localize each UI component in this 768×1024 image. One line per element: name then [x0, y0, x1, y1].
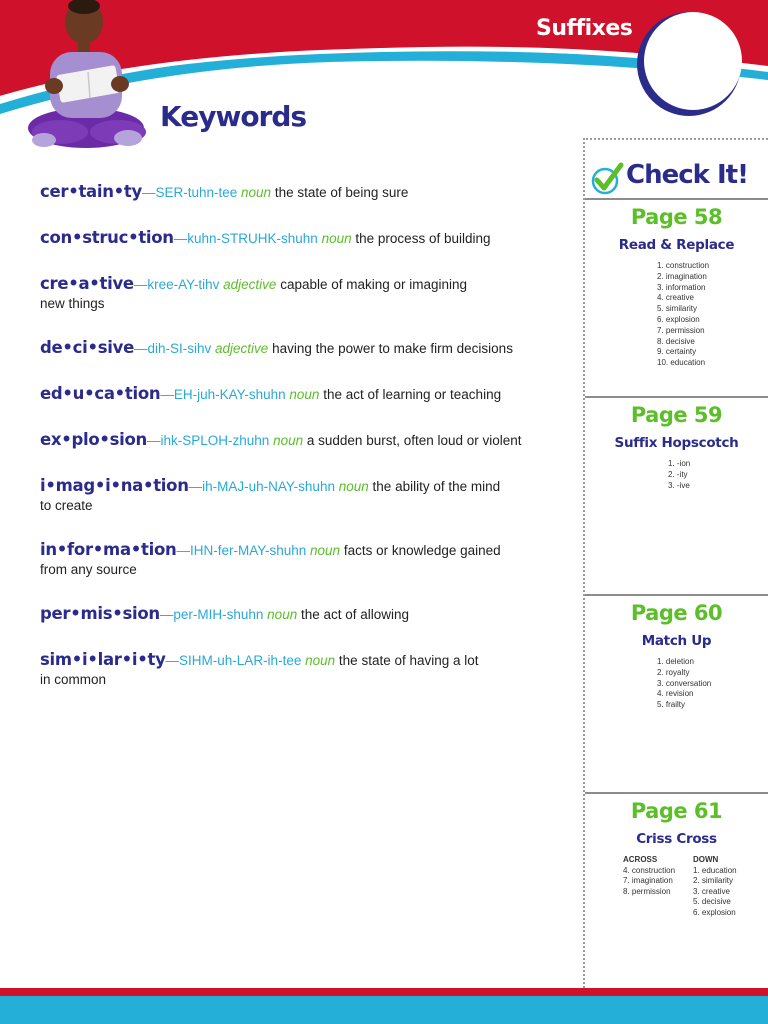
answer-item: 3. information — [657, 282, 706, 292]
answer-item: 5. decisive — [693, 897, 731, 907]
answer-page-number: Page 61 — [630, 799, 723, 823]
answer-item: 8. decisive — [657, 336, 695, 346]
answer-item: 3. -ive — [668, 480, 690, 490]
answer-item: 1. -ion — [668, 459, 691, 468]
answer-page-number: Page 58 — [630, 205, 723, 229]
down-heading: DOWN — [693, 855, 719, 864]
keyword-word: con•struc•tion — [40, 228, 174, 247]
keyword-word: sim•i•lar•i•ty — [40, 650, 166, 669]
answer-item: 3. creative — [693, 886, 730, 896]
keyword-part-of-speech: noun — [321, 231, 352, 246]
answer-item: 6. explosion — [693, 907, 736, 917]
answer-page-number: Page 59 — [630, 403, 723, 427]
answer-list — [585, 459, 768, 491]
keyword-entry: ex•plo•sion—ihk-SPLOH-zhuhn noun a sudden burst, often loud or violent — [40, 430, 522, 449]
keyword-definition-cont: new things — [40, 296, 105, 311]
keyword-definition: the act of allowing — [300, 607, 410, 622]
answer-item: 2. imagination — [657, 271, 707, 281]
keyword-entry: cre•a•tive—kree-AY-tihv adjective capable of making or imagining new things — [40, 274, 468, 311]
answer-item: 7. imagination — [623, 876, 673, 886]
answer-item: 7. permission — [657, 325, 705, 335]
keyword-definition: a sudden burst, often loud or violent — [306, 433, 522, 448]
answer-item: 1. construction — [657, 261, 710, 270]
keyword-entry: sim•i•lar•i•ty—SIHM-uh-LAR-ih-tee noun the state of having a lot in common — [40, 650, 479, 687]
answer-item: 2. royalty — [657, 667, 690, 677]
answer-section-page-58 — [585, 198, 768, 396]
keyword-word: i•mag•i•na•tion — [40, 476, 189, 495]
keyword-pronunciation: kuhn-STRUHK-shuhn — [187, 231, 318, 246]
answer-item: 6. explosion — [657, 314, 700, 324]
keyword-word: cre•a•tive — [40, 274, 134, 293]
answer-item: 4. creative — [657, 293, 694, 303]
answer-activity-title: Match Up — [641, 633, 712, 649]
answer-section-page-59 — [585, 396, 768, 594]
section-title: Suffixes — [536, 16, 633, 41]
keyword-entry: cer•tain•ty—SER-tuhn-tee noun the state of being sure — [40, 182, 409, 201]
keywords-title: Keywords — [160, 100, 307, 133]
keyword-part-of-speech: adjective — [215, 341, 269, 356]
answer-activity-title: Read & Replace — [618, 237, 735, 253]
footer-red-band — [0, 988, 768, 996]
answer-item: 1. deletion — [657, 657, 694, 666]
keyword-word: per•mis•sion — [40, 604, 160, 623]
answer-item: 4. revision — [657, 689, 694, 699]
keyword-word: in•for•ma•tion — [40, 540, 177, 559]
keyword-pronunciation: ihk-SPLOH-zhuhn — [160, 433, 270, 448]
keyword-entry: de•ci•sive—dih-SI-sihv adjective having the power to make firm decisions — [40, 338, 513, 357]
keyword-pronunciation: SER-tuhn-tee — [155, 185, 238, 200]
keyword-pronunciation: kree-AY-tihv — [147, 277, 220, 292]
keyword-part-of-speech: noun — [267, 607, 298, 622]
answer-list — [585, 261, 768, 369]
keyword-pronunciation: EH-juh-KAY-shuhn — [173, 387, 286, 402]
keyword-entry: ed•u•ca•tion—EH-juh-KAY-shuhn noun the act of learning or teaching — [40, 384, 502, 403]
across-column — [623, 855, 693, 919]
answer-page-number: Page 60 — [630, 601, 723, 625]
answer-item: 8. permission — [623, 886, 671, 896]
down-column — [693, 855, 763, 919]
answer-list — [585, 657, 768, 711]
answer-activity-title: Suffix Hopscotch — [614, 435, 739, 451]
keyword-entry: in•for•ma•tion—IHN-fer-MAY-shuhn noun facts or knowledge gained from any source — [40, 540, 501, 577]
keyword-definition: the act of learning or teaching — [323, 387, 502, 402]
keyword-word: cer•tain•ty — [40, 182, 142, 201]
check-it-heading — [590, 160, 768, 196]
answer-activity-title: Criss Cross — [636, 831, 717, 847]
keyword-part-of-speech: noun — [289, 387, 320, 402]
keyword-definition-cont: from any source — [40, 562, 137, 577]
keyword-part-of-speech: noun — [310, 543, 341, 558]
keyword-part-of-speech: noun — [305, 653, 336, 668]
keyword-part-of-speech: adjective — [223, 277, 277, 292]
keyword-definition-cont: in common — [40, 672, 107, 687]
answer-section-page-61 — [585, 792, 768, 988]
keyword-pronunciation: per-MIH-shuhn — [173, 607, 264, 622]
keyword-entry: i•mag•i•na•tion—ih-MAJ-uh-NAY-shuhn noun the ability of the mind to create — [40, 476, 501, 513]
answer-section-page-60 — [585, 594, 768, 792]
header-circle — [644, 12, 742, 110]
keyword-entry: con•struc•tion—kuhn-STRUHK-shuhn noun the process of building — [40, 228, 491, 247]
crossword-answers — [585, 855, 768, 919]
keyword-word: ex•plo•sion — [40, 430, 147, 449]
sidebar-top-border — [583, 138, 768, 140]
answer-item: 5. similarity — [657, 304, 698, 314]
answer-item: 9. certainty — [657, 347, 697, 357]
keyword-definition: the state of having a lot — [338, 653, 479, 668]
keyword-pronunciation: SIHM-uh-LAR-ih-tee — [179, 653, 302, 668]
keyword-definition: facts or knowledge gained — [343, 543, 501, 558]
answer-item: 1. education — [693, 865, 737, 875]
keyword-entry: per•mis•sion—per-MIH-shuhn noun the act of allowing — [40, 604, 410, 623]
header-banner — [0, 0, 768, 160]
answer-item: 10. education — [657, 358, 706, 368]
answer-item: 3. conversation — [657, 678, 712, 688]
footer-blue-band — [0, 996, 768, 1024]
check-it-title: Check It! — [626, 160, 748, 190]
keyword-definition: the ability of the mind — [372, 479, 501, 494]
keyword-definition-cont: to create — [40, 498, 93, 513]
keyword-definition: having the power to make firm decisions — [272, 341, 513, 356]
keyword-definition: capable of making or imagining — [280, 277, 468, 292]
keyword-part-of-speech: noun — [273, 433, 304, 448]
answer-item: 2. similarity — [693, 876, 734, 886]
answer-item: 2. -ity — [668, 469, 688, 479]
keyword-part-of-speech: noun — [241, 185, 272, 200]
answer-item: 4. construction — [623, 865, 676, 875]
checkmark-icon — [590, 162, 624, 196]
keyword-part-of-speech: noun — [338, 479, 369, 494]
keyword-pronunciation: IHN-fer-MAY-shuhn — [189, 543, 307, 558]
keyword-definition: the state of being sure — [274, 185, 409, 200]
keyword-pronunciation: dih-SI-sihv — [147, 341, 212, 356]
keyword-definition: the process of building — [355, 231, 491, 246]
across-heading: ACROSS — [623, 855, 658, 864]
keyword-pronunciation: ih-MAJ-uh-NAY-shuhn — [202, 479, 335, 494]
keyword-word: ed•u•ca•tion — [40, 384, 161, 403]
keyword-word: de•ci•sive — [40, 338, 134, 357]
answer-item: 5. frailty — [657, 700, 686, 710]
